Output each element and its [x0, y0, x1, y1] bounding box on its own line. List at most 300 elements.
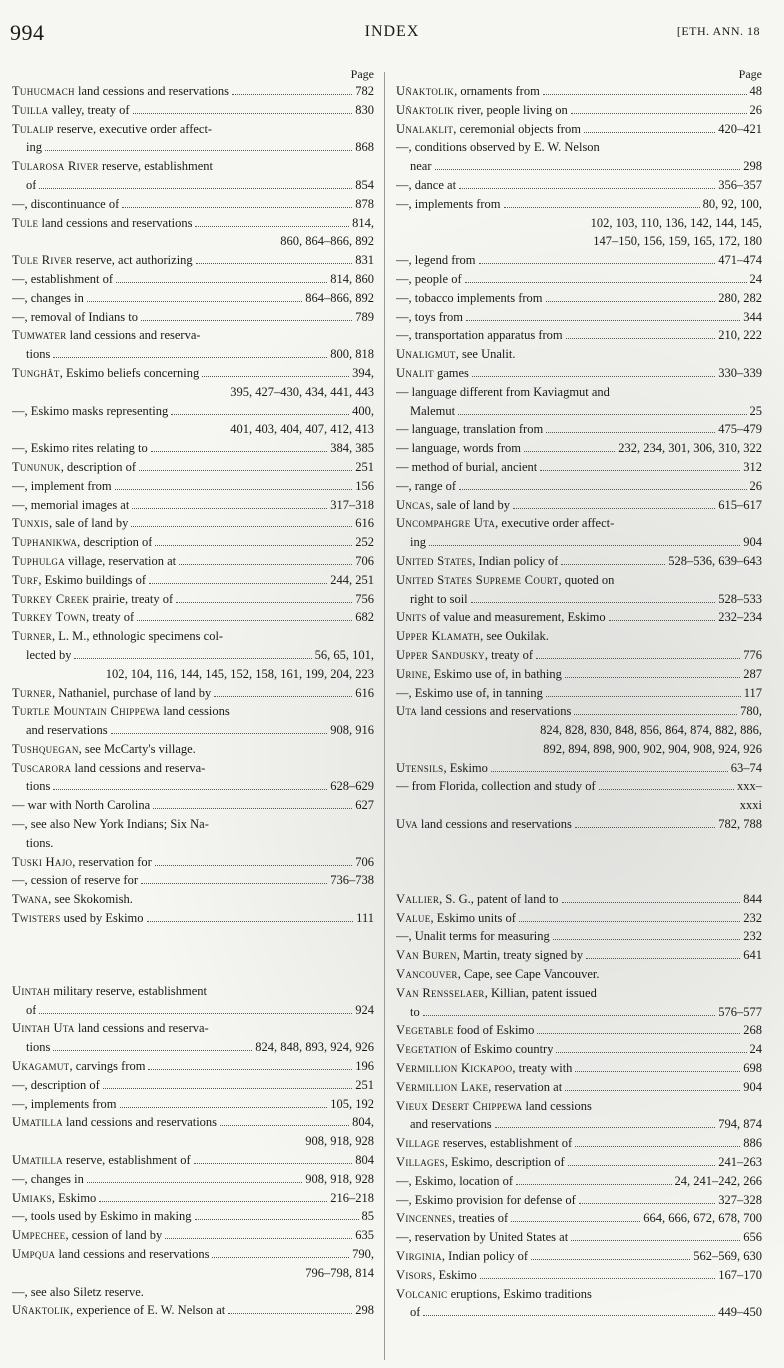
leader-dots: [574, 714, 737, 715]
index-entry: [396, 1040, 762, 1059]
index-entry-text: —, implements from: [12, 1096, 117, 1111]
index-entry-text: Umatilla reserve, establishment of: [12, 1153, 191, 1168]
page-reference: 252: [355, 535, 374, 550]
page-reference: 280, 282: [718, 290, 762, 305]
leader-dots: [575, 827, 715, 828]
leader-dots: [579, 1203, 715, 1204]
page-reference: 782, 788: [718, 817, 762, 832]
leader-dots: [149, 583, 327, 584]
index-entry-line: [396, 665, 762, 684]
leader-dots: [202, 376, 349, 377]
index-entry-line: [12, 477, 374, 496]
index-entry: [12, 326, 374, 364]
index-entry-text: — language, words from: [396, 441, 521, 456]
index-entry: [396, 815, 762, 834]
index-entry-line: [396, 176, 762, 195]
page-reference: 628–629: [330, 779, 374, 794]
index-entry-text: —, establishment of: [12, 271, 114, 286]
page-reference: 814, 860: [330, 271, 374, 286]
index-entry: [12, 458, 374, 477]
page-reference: 706: [355, 854, 374, 869]
index-entry-line: [12, 759, 374, 778]
index-entry-text: Uintah Uta land cessions and reserva-: [12, 1021, 209, 1036]
leader-dots: [141, 883, 327, 884]
page-reference: 244, 251: [330, 572, 374, 587]
index-entry: [396, 120, 762, 139]
index-entry: [396, 289, 762, 308]
index-entry-line: [396, 157, 762, 176]
index-entry-text: —, description of: [12, 1077, 100, 1092]
page-reference: 892, 894, 898, 900, 902, 904, 908, 924, 926: [543, 741, 762, 756]
index-entry-text: Turkey Creek prairie, treaty of: [12, 591, 174, 606]
index-entry-text: Tuilla valley, treaty of: [12, 102, 130, 117]
index-entry: [396, 496, 762, 515]
index-entry: [12, 439, 374, 458]
index-entry-text: Umpechee, cession of land by: [12, 1228, 163, 1243]
index-entry-text: —, Eskimo rites relating to: [12, 441, 148, 456]
index-entry-text: —, see also Siletz reserve.: [12, 1284, 144, 1299]
index-entry-line: [396, 740, 762, 759]
page-reference: 854: [355, 177, 374, 192]
leader-dots: [111, 733, 328, 734]
index-entry-text: tions: [26, 347, 51, 362]
page-reference: 616: [355, 516, 374, 531]
index-entry: [12, 1095, 374, 1114]
index-entry-line: [396, 552, 762, 571]
index-entry-text: right to soil: [410, 591, 468, 606]
leader-dots: [39, 1013, 352, 1014]
index-entry-line: [396, 533, 762, 552]
leader-dots: [87, 301, 302, 302]
index-entry-text: —, tobacco implements from: [396, 290, 543, 305]
index-entry: [396, 984, 762, 1022]
index-entry-text: of: [26, 1002, 37, 1017]
leader-dots: [139, 470, 352, 471]
index-entry-text: Vegetation of Eskimo country: [396, 1042, 554, 1057]
index-entry-line: [12, 834, 374, 853]
index-entry: [12, 1113, 374, 1151]
index-entry-text: — from Florida, collection and study of: [396, 779, 596, 794]
index-entry-line: [12, 665, 374, 684]
index-entry-line: [12, 1038, 374, 1057]
index-entry-text: Vallier, S. G., patent of land to: [396, 891, 559, 906]
index-entry: [12, 1151, 374, 1170]
index-entry-line: [396, 364, 762, 383]
index-entry: [396, 308, 762, 327]
index-entry: [396, 1228, 762, 1247]
index-entry-line: [12, 890, 374, 909]
leader-dots: [147, 921, 354, 922]
index-entry-line: [396, 1191, 762, 1210]
index-entry-line: [12, 326, 374, 345]
index-entry: [396, 646, 762, 665]
index-entry-text: Uta land cessions and reservations: [396, 704, 572, 719]
index-entry: [396, 1134, 762, 1153]
index-entry-line: [12, 702, 374, 721]
page-number: 994: [10, 20, 45, 45]
leader-dots: [195, 1219, 359, 1220]
index-entry: [396, 552, 762, 571]
index-entry: [12, 1076, 374, 1095]
index-entry-line: [12, 590, 374, 609]
index-entry: [12, 251, 374, 270]
page-reference: 210, 222: [718, 328, 762, 343]
index-entry-line: [396, 1247, 762, 1266]
index-entry-text: United States Supreme Court, quoted on: [396, 572, 615, 587]
page-reference: 395, 427–430, 434, 441, 443: [230, 384, 374, 399]
leader-dots: [459, 188, 715, 189]
index-entry-text: Van Buren, Martin, treaty signed by: [396, 948, 584, 963]
leader-dots: [153, 808, 352, 809]
page-reference: 330–339: [718, 365, 762, 380]
page-reference: xxxi: [739, 798, 762, 813]
index-entry: [396, 345, 762, 364]
index-entry: [12, 1019, 374, 1057]
index-entry-text: Tunxis, sale of land by: [12, 516, 129, 531]
page-reference: 167–170: [718, 1267, 762, 1282]
leader-dots: [565, 1090, 740, 1091]
index-entry: [396, 195, 762, 251]
leader-dots: [546, 432, 715, 433]
index-entry-text: —, changes in: [12, 1171, 84, 1186]
index-entry-text: Uva land cessions and reservations: [396, 817, 572, 832]
index-entry: [12, 157, 374, 195]
index-entry-text: Tuphulga village, reservation at: [12, 553, 177, 568]
page-reference: 844: [743, 891, 762, 906]
index-entry-line: [12, 420, 374, 439]
index-entry-line: [12, 270, 374, 289]
index-entry: [12, 1189, 374, 1208]
index-entry-line: [396, 571, 762, 590]
leader-dots: [584, 132, 715, 133]
leader-dots: [537, 1033, 740, 1034]
index-entry-line: [12, 157, 374, 176]
index-entry: [396, 1078, 762, 1097]
index-entry-line: [12, 1189, 374, 1208]
right-index-column: [396, 66, 762, 1322]
index-entry: [12, 627, 374, 683]
index-entry-line: [12, 514, 374, 533]
index-entry: [396, 777, 762, 815]
index-entry: [396, 1191, 762, 1210]
index-entry-text: —, people of: [396, 271, 462, 286]
leader-dots: [148, 1069, 352, 1070]
index-entry-line: [396, 796, 762, 815]
index-entry: [396, 101, 762, 120]
page-reference: 800, 818: [330, 347, 374, 362]
page-reference: 298: [743, 159, 762, 174]
page-reference: 886: [743, 1136, 762, 1151]
index-entry-line: [396, 984, 762, 1003]
index-entry-text: Tumwater land cessions and reserva-: [12, 328, 201, 343]
leader-dots: [53, 789, 327, 790]
index-entry-line: [396, 590, 762, 609]
page-reference: 796–798, 814: [305, 1265, 374, 1280]
leader-dots: [176, 602, 352, 603]
leader-dots: [423, 1015, 716, 1016]
index-entry-text: Tule land cessions and reservations: [12, 215, 193, 230]
index-entry-text: Volcanic eruptions, Eskimo traditions: [396, 1286, 592, 1301]
leader-dots: [540, 470, 740, 471]
leader-dots: [495, 1127, 716, 1128]
page-reference: 830: [355, 102, 374, 117]
index-entry-line: [12, 251, 374, 270]
index-entry-text: Tularosa River reserve, establishment: [12, 159, 214, 174]
index-entry-line: [396, 1097, 762, 1116]
index-entry-text: tions: [26, 779, 51, 794]
page-reference: 344: [743, 309, 762, 324]
index-entry-text: Unaligmut, see Unalit.: [396, 347, 516, 362]
index-entry-text: Vermillion Lake, reservation at: [396, 1079, 563, 1094]
index-entry: [12, 82, 374, 101]
letter-section-gap: [12, 928, 374, 982]
index-entry: [396, 1285, 762, 1323]
page-reference: 908, 918, 928: [305, 1134, 374, 1149]
index-entry-text: Tuphanikwa, description of: [12, 535, 153, 550]
index-entry-text: of: [410, 1305, 421, 1320]
index-entry-line: [396, 439, 762, 458]
leader-dots: [74, 658, 311, 659]
index-entry-line: [396, 646, 762, 665]
page-reference: 908, 916: [330, 723, 374, 738]
leader-dots: [458, 414, 746, 415]
index-entry: [396, 1266, 762, 1285]
index-entry: [12, 195, 374, 214]
page-reference: 756: [355, 591, 374, 606]
index-entry-text: —, legend from: [396, 253, 476, 268]
index-entry: [12, 1207, 374, 1226]
index-entry-text: Tule River reserve, act authorizing: [12, 253, 193, 268]
index-entry: [12, 1170, 374, 1189]
index-entry-text: Uintah military reserve, establishment: [12, 983, 208, 998]
leader-dots: [524, 451, 615, 452]
page-reference: 908, 918, 928: [305, 1171, 374, 1186]
index-entry: [396, 1021, 762, 1040]
index-entry-text: Twisters used by Eskimo: [12, 911, 144, 926]
index-entry-text: Vancouver, Cape, see Cape Vancouver.: [396, 967, 600, 982]
leader-dots: [131, 526, 352, 527]
index-entry-line: [12, 308, 374, 327]
page-reference: 147–150, 156, 159, 165, 172, 180: [593, 234, 762, 249]
leader-dots: [586, 958, 740, 959]
index-entry-line: [396, 420, 762, 439]
index-entry-line: [12, 176, 374, 195]
index-entry-text: Visors, Eskimo: [396, 1267, 477, 1282]
index-entry: [396, 270, 762, 289]
index-entry: [12, 853, 374, 872]
index-entry: [12, 289, 374, 308]
leader-dots: [479, 263, 716, 264]
leader-dots: [511, 1221, 640, 1222]
index-entry-line: [396, 1134, 762, 1153]
column-divider: [384, 72, 385, 1360]
index-entry-text: Uncas, sale of land by: [396, 497, 511, 512]
index-entry-line: [12, 439, 374, 458]
page-reference: 635: [355, 1228, 374, 1243]
index-entry-text: —, Eskimo, location of: [396, 1173, 513, 1188]
index-entry-line: [12, 1170, 374, 1189]
index-entry: [12, 571, 374, 590]
page-reference: 251: [355, 1077, 374, 1092]
index-entry: [396, 364, 762, 383]
index-entry-text: Village reserves, establishment of: [396, 1136, 573, 1151]
page-reference: 789: [355, 309, 374, 324]
index-entry-line: [396, 1078, 762, 1097]
page-reference: 111: [356, 911, 374, 926]
page-reference: 232: [743, 929, 762, 944]
index-entry-line: [396, 815, 762, 834]
index-entry-line: [12, 571, 374, 590]
page-reference: 327–328: [718, 1192, 762, 1207]
page-reference: 394,: [352, 365, 374, 380]
index-entry-line: [396, 721, 762, 740]
index-entry: [396, 420, 762, 439]
page-reference: 241–263: [718, 1155, 762, 1170]
index-entry-line: [12, 214, 374, 233]
index-entry: [396, 326, 762, 345]
index-entry-line: [396, 308, 762, 327]
index-entry-line: [12, 796, 374, 815]
index-entry: [396, 1097, 762, 1135]
index-entry-text: — language, translation from: [396, 422, 544, 437]
index-entry-text: Value, Eskimo units of: [396, 910, 516, 925]
page-reference: 824, 828, 830, 848, 856, 864, 874, 882, 886,: [540, 723, 762, 738]
index-entry-text: Vermillion Kickapoo, treaty with: [396, 1061, 573, 1076]
page-reference: 102, 103, 110, 136, 142, 144, 145,: [590, 215, 762, 230]
index-entry-line: [396, 345, 762, 364]
index-entry: [396, 627, 762, 646]
index-entry-text: Turkey Town, treaty of: [12, 610, 135, 625]
leader-dots: [466, 320, 740, 321]
index-entry-text: —, removal of Indians to: [12, 309, 139, 324]
index-entry-line: [396, 1172, 762, 1191]
page-column-label: Page: [738, 67, 762, 81]
index-entry-line: [396, 1040, 762, 1059]
index-entry-text: near: [410, 159, 432, 174]
page-reference: 251: [355, 459, 374, 474]
page-reference: 878: [355, 196, 374, 211]
leader-dots: [87, 1182, 302, 1183]
index-entry-line: [396, 702, 762, 721]
index-entry-text: —, changes in: [12, 290, 84, 305]
index-entry-text: Vincennes, treaties of: [396, 1211, 509, 1226]
page-reference: 471–474: [718, 253, 762, 268]
page-reference: 356–357: [718, 177, 762, 192]
index-entry: [396, 383, 762, 421]
page-reference: 232–234: [718, 610, 762, 625]
page-reference: 904: [743, 535, 762, 550]
page-column-label: Page: [350, 67, 374, 81]
page-reference: 63–74: [730, 760, 762, 775]
leader-dots: [465, 282, 747, 283]
index-entry-text: tions: [26, 1040, 51, 1055]
index-entry: [396, 571, 762, 609]
page-reference: 48: [749, 84, 762, 98]
index-entry-text: —, discontinuance of: [12, 196, 120, 211]
page-reference: 627: [355, 798, 374, 813]
index-entry: [12, 759, 374, 797]
leader-dots: [115, 489, 353, 490]
page-reference: 641: [743, 948, 762, 963]
index-entry: [396, 1172, 762, 1191]
page-reference: 317–318: [330, 497, 374, 512]
page-reference: 232: [743, 910, 762, 925]
index-entry-line: [396, 514, 762, 533]
index-entry-line: [12, 1264, 374, 1283]
index-entry-line: [396, 82, 762, 101]
index-entry-text: —, Eskimo use of, in tanning: [396, 685, 543, 700]
index-entry-line: [12, 345, 374, 364]
index-entry-line: [12, 1283, 374, 1302]
leader-dots: [553, 939, 740, 940]
leader-dots: [480, 1278, 715, 1279]
page-reference: 24: [749, 271, 762, 286]
index-entry: [396, 82, 762, 101]
leader-dots: [562, 902, 741, 903]
index-entry-line: [396, 1266, 762, 1285]
index-entry-line: [12, 1057, 374, 1076]
leader-dots: [575, 1146, 740, 1147]
index-entry-line: [12, 1207, 374, 1226]
index-entry-line: [12, 646, 374, 665]
leader-dots: [556, 1052, 746, 1053]
index-entry-text: Tushquegan, see McCarty's village.: [12, 741, 196, 756]
page-reference: 780,: [740, 704, 762, 719]
index-entry: [12, 982, 374, 1020]
page-reference: 904: [743, 1079, 762, 1094]
page-reference: 24, 241–242, 266: [674, 1173, 762, 1188]
index-entry-line: [12, 195, 374, 214]
index-entry-text: Van Rensselaer, Killian, patent issued: [396, 985, 597, 1000]
index-entry-text: to: [410, 1004, 420, 1019]
index-entry-line: [396, 1285, 762, 1304]
index-entry-line: [396, 627, 762, 646]
leader-dots: [232, 94, 352, 95]
page-reference: 25: [749, 403, 762, 418]
page-reference: 26: [749, 102, 762, 117]
leader-dots: [45, 150, 352, 151]
index-entry: [12, 608, 374, 627]
page-reference: 794, 874: [718, 1117, 762, 1132]
index-entry-text: Tununuk, description of: [12, 459, 137, 474]
index-entry: [12, 270, 374, 289]
page-reference: 804,: [352, 1115, 374, 1130]
leader-dots: [519, 921, 740, 922]
leader-dots: [179, 564, 352, 565]
leader-dots: [609, 620, 716, 621]
index-entry-line: [12, 909, 374, 928]
index-entry-text: Tuhucmach land cessions and reservations: [12, 84, 229, 98]
index-entry: [12, 214, 374, 252]
leader-dots: [546, 301, 716, 302]
index-entry-line: [396, 195, 762, 214]
page-reference: 105, 192: [330, 1096, 374, 1111]
page-reference: 312: [743, 459, 762, 474]
page-reference: 156: [355, 478, 374, 493]
leader-dots: [471, 602, 716, 603]
page-reference: 475–479: [718, 422, 762, 437]
index-entry-text: Urine, Eskimo use of, in bathing: [396, 666, 562, 681]
page-reference: 736–738: [330, 873, 374, 888]
index-entry: [12, 684, 374, 703]
page-reference: 615–617: [718, 497, 762, 512]
leader-dots: [435, 169, 741, 170]
index-entry-line: [12, 608, 374, 627]
page-reference: 85: [361, 1209, 374, 1224]
page-reference: 706: [355, 553, 374, 568]
index-entry-line: [12, 1151, 374, 1170]
index-entry-text: —, memorial images at: [12, 497, 130, 512]
